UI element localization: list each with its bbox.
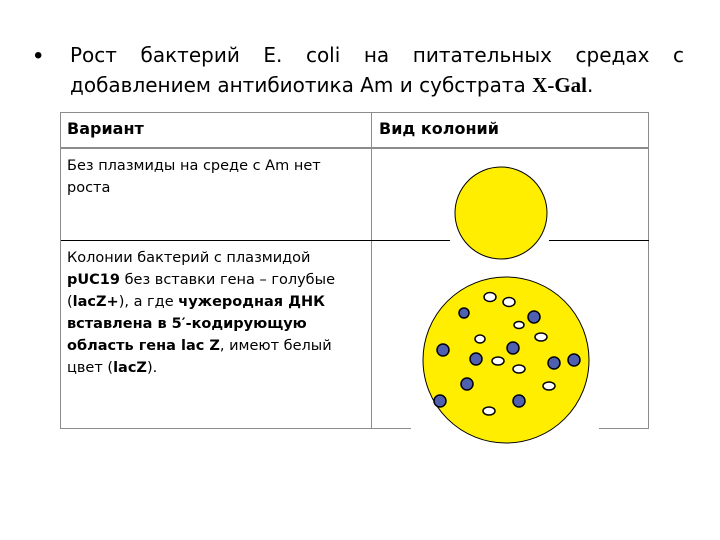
header-variant: Вариант [67,119,144,138]
bullet-text-xgal: X-Gal [532,73,587,97]
blue-colony [513,395,525,407]
empty-dish-agar [455,167,547,259]
row-divider-left [61,240,371,241]
row-divider-right-a [371,240,450,241]
white-colony [513,365,525,373]
row-plasmid-part-9: ). [146,360,158,376]
bullet-text-end: . [586,73,594,97]
row-no-plasmid-text: Без плазмиды на среде с Am нет роста [67,158,321,196]
table-divider-vertical [371,113,372,429]
empty-petri-dish [453,165,549,261]
bullet-text [70,40,684,100]
row-plasmid-part-5: ), а где [118,294,179,310]
row-plasmid-part-6: чужеродная ДНК вставлена в 5′-кодирующую область гена lac Z [67,294,326,354]
blue-colony [507,342,519,354]
blue-colony [568,354,580,366]
row-plasmid-part-2: pUC19 [67,272,120,288]
row-plasmid-text [67,247,367,379]
row-plasmid-part-4: lacZ+ [72,294,119,310]
row-plasmid-part-1: Колонии бактерий с плазмидой [67,250,311,266]
blue-colony [437,344,449,356]
blue-colony [434,395,446,407]
row-plasmid-part-7: , имеют белый цвет ( [67,338,332,376]
white-colony [503,298,515,307]
white-colony [484,293,496,302]
white-colony [514,322,524,329]
table-bottom-left [61,428,411,429]
table-header-row [61,113,649,149]
row-plasmid-part-8: lacZ [113,360,147,376]
blue-colony [548,357,560,369]
blue-colony [470,353,482,365]
blue-colony [461,378,473,390]
colony-petri-dish [421,275,591,445]
table-bottom-right [599,428,649,429]
white-colony [535,333,547,341]
white-colony [475,335,485,343]
row-plasmid-part-3: без вставки гена – голубые ( [67,272,335,310]
bullet-paragraph [34,40,684,100]
bullet-text-main: Рост бактерий E. coli на питательных средах с добавлением антибиотика Am и субстрата [70,43,684,97]
table-border-right [648,113,649,429]
white-colony [492,357,504,365]
row-divider-right-b [549,240,649,241]
blue-colony [528,311,540,323]
blue-colony [459,308,469,318]
white-colony [483,407,495,415]
bullet-marker: • [34,42,43,69]
white-colony [543,382,555,390]
header-colony-type: Вид колоний [379,119,499,138]
